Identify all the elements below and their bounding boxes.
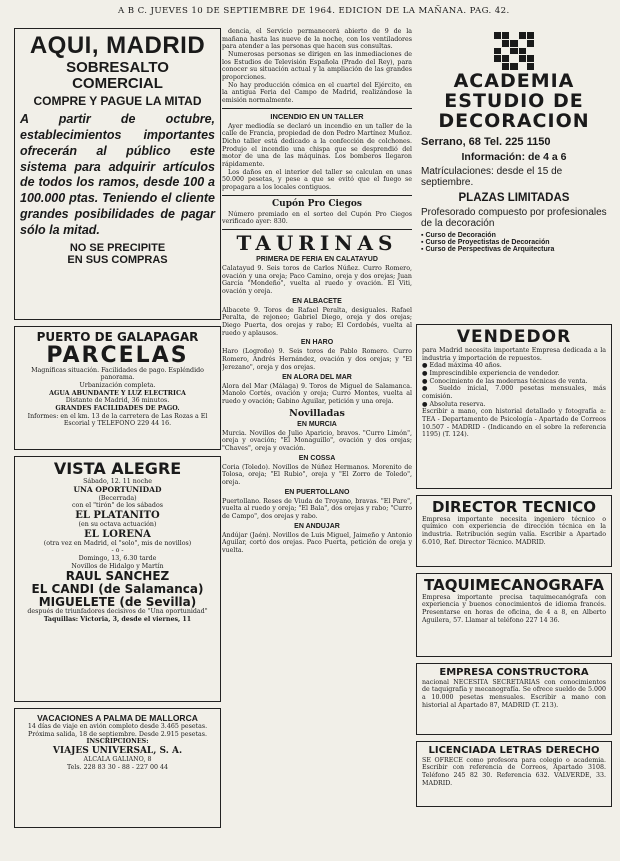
course-label: Curso de Proyectistas de Decoración [425,238,550,246]
va-line: EL PLATANITO [75,509,160,521]
taurinas-section-title: PRIMERA DE FERIA EN CALATAYUD [256,256,378,264]
news-paragraph: No hay producción cómica en el cuartel del Ejército, en la antigua Feria del Campo de Madrid, realizándose la emisión normalmente. [222,81,412,105]
viajes-line: INSCRIPCIONES: [86,738,149,746]
vendedor-req: ● Absoluta reserva. [422,400,486,408]
director-text: Empresa importante necesita ingeniero técnico o químico con experiencia de dirección técnica en la industria. Retribución según valía. Escribir a Apartado 6.010, Ref. Director Técnico. MADRID. [422,515,606,546]
va-line: MIGUELETE (de Sevilla) [38,594,197,609]
viajes-line: VIAJES UNIVERSAL, S. A. [52,746,183,757]
academia-matricula: Matrículaciones: desde el 15 de septiembre. [421,165,563,188]
academia-course: ▪ Curso de Decoración [421,231,496,239]
vendedor-footer: Escribir a mano, con historial detallado y fotografía a: TEA - Departamento de Psicología - Apartado de Correos 10.507 - MADRID - (Indicando en el sobre la referencia 1195) (T. 124). [422,408,606,439]
news-paragraph: Los daños en el interior del taller se calculan en unas 50.000 pesetas, y pese a que se evitó que el fuego se propagara a los locales contiguos. [222,168,412,192]
academia-title1: ACADEMIA [453,70,575,92]
va-line: después de triunfadores decisivos de "Una oportunidad" [27,608,208,616]
cupon-text: Número premiado en el sorteo del Cupón Pro Ciegos verificado ayer: 830. [222,210,412,226]
ad-madrid-body: A partir de octubre, establecimientos importantes ofrecerán al público este sistema para adquirir artículos de todos los ramos, desde 100 a 100.000 ptas. Teniendo el cliente grandes posibilidades de pagar sólo la mitad. [20,112,215,237]
academia-address: Serrano, 68 Tel. 225 1150 [421,135,551,148]
parcelas-line: Distante de Madrid, 36 minutos. [65,397,170,405]
ad-viajes [14,708,221,828]
parcelas-line: Informes: en el km. 13 de la carretera de Las Rozas a El Escorial y TELEFONO 229 44 16. [27,412,208,428]
academia-title3: DECORACION [438,109,590,132]
va-line: (Becerrada) [98,494,137,502]
req-text: Imprescindible experiencia de vendedor. [429,369,560,377]
viajes-line: 14 días de viaje en avión completo desde 3.465 pesetas. Próxima salida, 18 de septiembre. Desde 2.915 pesetas. [27,723,208,738]
cupon-title: Cupón Pro Ciegos [272,198,362,209]
academia-logo-icon [494,32,534,70]
parcelas-line: Urbanización completa. [79,382,156,390]
ad-vendedor [416,324,612,489]
novillada-section-text: Andújar (Jaén). Novillos de Luis Miguel, Jaimeño y Antonio Aguilar, cortó dos orejas. Paco Puerta, petición de oreja y vuelta. [222,531,412,554]
ad-licenciada [416,741,612,807]
vista-alegre-title: VISTA ALEGRE [53,459,182,478]
req-text: Edad máxima 40 años. [429,362,502,370]
academia-profesorado: Profesorado compuesto por profesionales de la decoración [421,206,607,229]
licenciada-title: LICENCIADA LETRAS DERECHO [428,745,600,756]
va-line: EL LORENA [84,528,151,540]
req-text: Sueldo inicial, 7.000 pesetas mensuales, más comisión. [422,385,606,400]
column-middle [222,28,412,555]
academia-course: ▪ Curso de Perspectivas de Arquitectura [421,245,555,253]
ad-vista-alegre [14,456,221,702]
taurinas-section-text: Alora del Mar (Málaga) 9. Toros de Miguel de Salamanca. Manolo Cortés, ovación y oreja; Curro Montes, vuelta al ruedo y ovación; Gabino Aguilar, petición y una oreja. [222,382,412,405]
req-text: Absoluta reserva. [429,400,486,408]
parcelas-title1: PUERTO DE GALAPAGAR [36,330,199,344]
parcelas-title2: PARCELAS [46,342,189,368]
vendedor-req: ● Edad máxima 40 años. [422,362,502,370]
va-line: Domingo, 13, 6.30 tarde [78,554,157,562]
incendio-title: INCENDIO EN UN TALLER [270,111,364,121]
ad-director [416,495,612,567]
viajes-line: Tels. 228 83 30 - 88 - 227 00 44 [66,763,169,771]
va-line: con el "tirón" de los sábados [72,502,163,510]
vendedor-title: VENDEDOR [456,327,572,347]
va-line: Novillos de Hidalgo y Martín [71,562,164,570]
ad-madrid-footer1: NO SE PRECIPITE [69,242,166,255]
va-line: (en su octava actuación) [78,520,157,528]
taurinas-title: TAURINAS [236,231,398,256]
column-left [14,28,221,834]
ad-taquimeca [416,573,612,657]
va-line: Sábado, 12. 11 noche [83,477,152,485]
vendedor-req: ● Imprescindible experiencia de vendedor. [422,369,560,377]
viajes-title: VACACIONES A PALMA DE MALLORCA [37,713,198,723]
va-line: RAUL SANCHEZ [65,569,170,584]
taurinas-section-text: Haro (Logroño) 9. Seis toros de Pablo Romero. Curro Romero, Andrés Hernández, ovación y dos orejas; y "El Jerezano", oreja y dos orejas. [222,348,412,371]
va-line: - o - [111,547,124,555]
va-line: UNA OPORTUNIDAD [73,485,162,495]
novillada-section-text: Coria (Toledo). Novillos de Núñez Hermanos. Morenito de Tolosa, oreja; "El Rubio", oreja y "El Zorro de Toledo", oreja. [222,463,412,486]
taurinas-section-text: Calatayud 9. Seis toros de Carlos Núñez. Curro Romero, ovación y una oreja; Paco Camino, oreja y dos orejas; Juan García "Mondeño", vuelta al ruedo y ovación. El Viti, ovación y oreja. [222,265,412,296]
academia-info: Información: de 4 a 6 [461,150,567,163]
divider [222,229,412,230]
ad-madrid-title: AQUI, MADRID [29,32,206,59]
novillada-section-text: Puertollano. Reses de Viuda de Troyano, bravas. "El Pare", vuelta al ruedo y oreja; "El Bala", dos orejas y rabo; "Curro de Campo", dos orejas y rabo. [222,497,412,520]
licenciada-text: SE OFRECE como profesora para colegio o academia. Escribir con referencia de Correos, Apartado 3108. Teléfono 245 82 30. Referencia 632. VALVERDE, 33. MADRID. [422,756,606,787]
divider [222,195,412,196]
taurinas-section-title: EN HARO [300,339,334,347]
taurinas-section-title: EN ALBACETE [292,297,342,305]
va-line: EL CANDI (de Salamanca) [31,581,204,596]
ad-constructora [416,663,612,735]
news-paragraph: dencia, el Servicio permanecerá abierto de 9 de la mañana hasta las nueve de la noche, con los ventiladores para atender a las personas que hacen sus consultas. [222,28,412,51]
vendedor-req: ● Sueldo inicial, 7.000 pesetas mensuales, más comisión. [422,385,606,400]
novillada-section-title: EN ANDUJAR [294,522,340,530]
taurinas-section-text: Albacete 9. Toros de Rafael Peralta, desiguales. Rafael Peralta, de rejoneo; Gabriel Diego, oreja y dos orejas; Diego Puerta, dos orejas y rabo; El Cordobés, vuelta al ruedo y aplausos. [222,306,412,337]
academia-course: ▪ Curso de Proyectistas de Decoración [421,238,550,246]
course-label: Curso de Perspectivas de Arquitectura [425,245,555,253]
divider [222,108,412,109]
ad-madrid-subtitle: SOBRESALTO COMERCIAL [66,59,169,92]
academia-title2: ESTUDIO DE [444,89,584,112]
ad-academia [416,28,612,318]
course-label: Curso de Decoración [425,231,496,239]
viajes-line: ALCALA GALIANO, 8 [83,756,152,764]
novilladas-title: Novilladas [289,407,345,419]
novillada-section-text: Murcia. Novillos de Julio Aparicio, bravos. "Curro Limón", oreja y ovación; "El Monaguillo", ovación y dos orejas; "Chaves", oreja y ovación. [222,429,412,452]
parcelas-line: AGUA ABUNDANTE Y LUZ ELECTRICA [49,389,186,397]
req-text: Conocimiento de las modernas técnicas de venta. [429,377,588,385]
taquimeca-title: TAQUIMECANOGRAFA [424,576,604,594]
page-header: A B C. JUEVES 10 DE SEPTIEMBRE DE 1964. EDICION DE LA MAÑANA. PAG. 42. [118,6,510,16]
taurinas-section-title: EN ALORA DEL MAR [282,373,352,381]
column-right [416,28,612,813]
academia-plazas: PLAZAS LIMITADAS [458,191,570,204]
novillada-section-title: EN MURCIA [297,420,337,428]
constructora-title: EMPRESA CONSTRUCTORA [439,667,589,678]
news-paragraph: Ayer mediodía se declaró un incendio en un taller de la calle de Francia, propiedad de don Pedro Martínez Muñoz. Dicho taller está dedicado a la confección de colchones. Produjo el incendio una chispa que se desprendió del motor de una de las máquinas. Los bomberos llegaron rápidamente. [222,122,412,169]
director-title: DIRECTOR TECNICO [432,498,596,516]
parcelas-line: GRANDES FACILIDADES DE PAGO. [55,405,180,413]
constructora-text: nacional NECESITA SECRETARIAS con conocimientos de taquigrafía y mecanografía. Se ofrece sueldo de 5.000 a 10.000 pesetas mensuales. Escribir a mano con historial al Apartado 87, MADRID (T. 213). [422,678,606,709]
news-paragraph: Numerosas personas se dirigen en las inmediaciones de los Estudios de Televisión Española (Prado del Rey), para conocer su situación actual y la ampliación de las grandes proporciones. [222,51,412,82]
va-line: (otra vez en Madrid, el "solo", mis de novillos) [43,539,192,547]
va-line: Taquillas: Victoria, 3, desde el viernes, 11 [43,615,192,623]
parcelas-line: Magníficas situación. Facilidades de pago. Espléndido panorama. [31,366,204,382]
ad-madrid-footer2: EN SUS COMPRAS [67,253,168,266]
taquimeca-text: Empresa importante precisa taquimecanógrafa con experiencia y buenos conocimientos de idioma francés. Presentarse en horas de oficina, de 4 a 8, en Alberto Aguilera, 57. Llamar al teléfono 227 14 36. [422,593,606,624]
vendedor-intro: para Madrid necesita importante Empresa dedicada a la industria y importación de repuestos. [422,346,606,362]
vendedor-req: ● Conocimiento de las modernas técnicas de venta. [422,377,588,385]
ad-aqui-madrid [14,28,221,320]
ad-madrid-line3: COMPRE Y PAGUE LA MITAD [33,93,202,108]
ad-parcelas [14,326,221,450]
novillada-section-title: EN COSSA [298,454,336,462]
novillada-section-title: EN PUERTOLLANO [284,488,350,496]
